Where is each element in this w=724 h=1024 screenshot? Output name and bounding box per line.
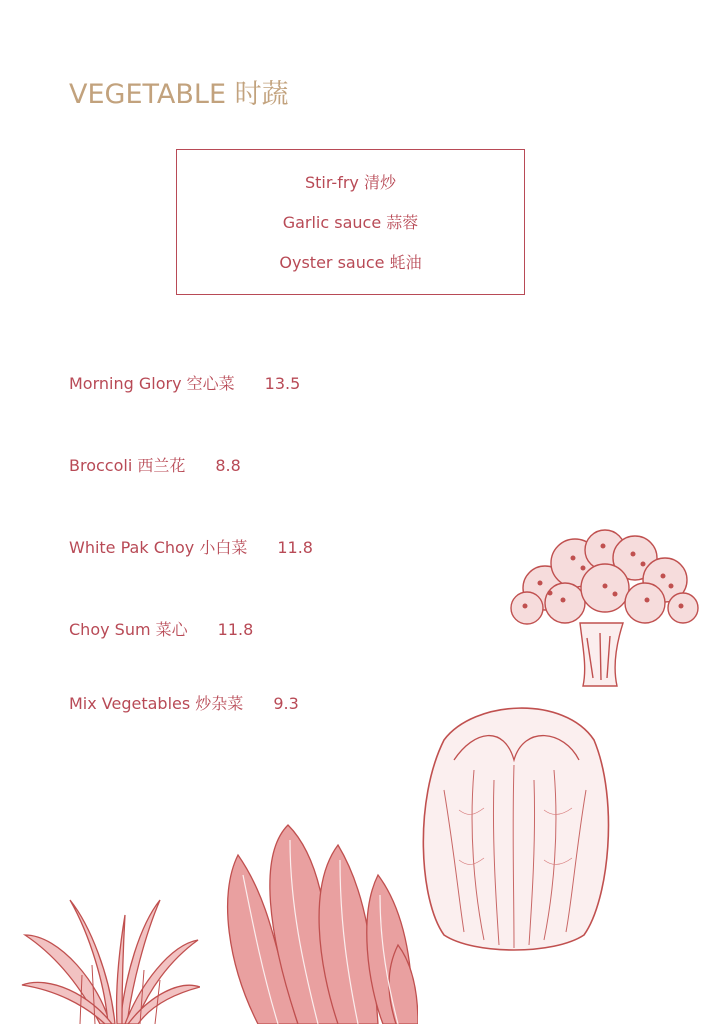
pak-choy-illustration bbox=[218, 815, 418, 1024]
cooking-method-garlic-sauce: Garlic sauce 蒜蓉 bbox=[282, 213, 419, 232]
menu-item-price: 9.3 bbox=[273, 694, 299, 713]
menu-item bbox=[69, 453, 241, 476]
menu-item bbox=[69, 535, 313, 558]
broccoli-illustration bbox=[505, 528, 700, 693]
page-title: VEGETABLE 时蔬 bbox=[69, 79, 289, 110]
cooking-method-stir-fry: Stir-fry 清炒 bbox=[305, 173, 396, 192]
cooking-methods-box bbox=[176, 149, 525, 295]
menu-item-price: 13.5 bbox=[264, 374, 301, 393]
menu-item bbox=[69, 617, 253, 640]
napa-cabbage-illustration bbox=[414, 700, 614, 955]
menu-item-price: 11.8 bbox=[277, 538, 313, 557]
cooking-method-oyster-sauce: Oyster sauce 蚝油 bbox=[279, 253, 422, 272]
menu-item-name: Morning Glory 空心菜 bbox=[69, 374, 235, 393]
morning-glory-illustration bbox=[20, 895, 200, 1024]
menu-item-price: 11.8 bbox=[217, 620, 254, 639]
menu-item-name: Broccoli 西兰花 bbox=[69, 456, 186, 475]
menu-item bbox=[69, 691, 299, 714]
menu-item-name: Choy Sum 菜心 bbox=[69, 620, 188, 639]
menu-item-name: White Pak Choy 小白菜 bbox=[69, 538, 248, 557]
menu-item-name: Mix Vegetables 炒杂菜 bbox=[69, 694, 244, 713]
menu-item bbox=[69, 371, 300, 394]
menu-item-price: 8.8 bbox=[215, 456, 241, 475]
